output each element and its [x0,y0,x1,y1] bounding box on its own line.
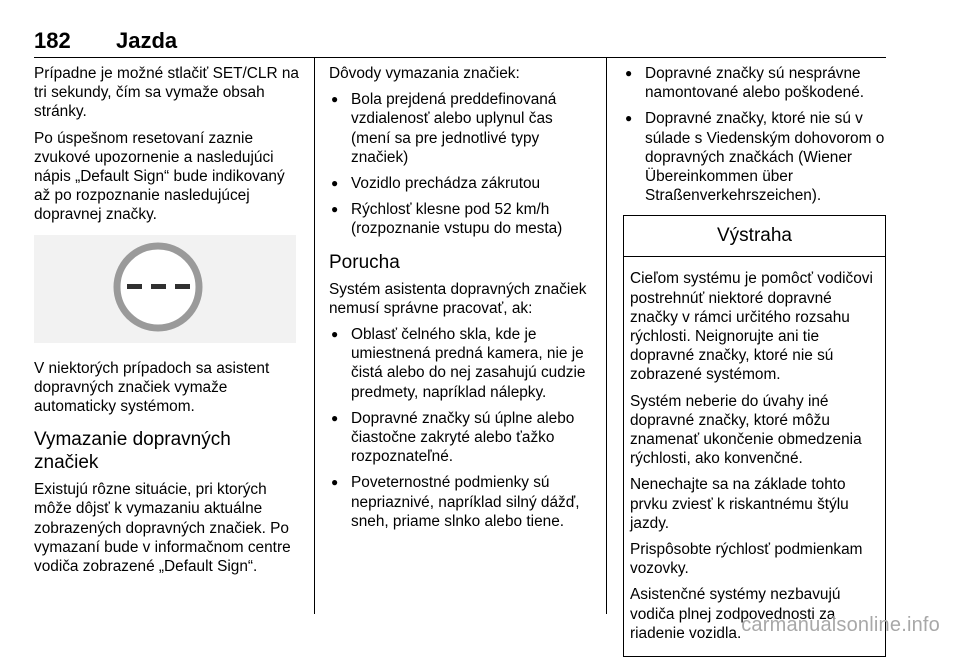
list-item: ● Dopravné značky, ktoré nie sú v súlade s Viedenským dohovorom o dopravných značkách (Wiener Übereinkommen über Straßenverkehrszeichen). [623,109,887,205]
page-header [34,30,886,54]
warning-paragraph: Asistenčné systémy nezbavujú vodiča plnej zodpovednosti za riadenie vozidla. [630,586,841,642]
warning-title: Výstraha [624,216,885,257]
default-sign-icon [34,235,296,343]
column-divider-right [606,58,607,614]
paragraph-situations: Existujú rôzne situácie, pri ktorých môže dôjsť k vymazaniu aktuálne zobrazených dopravných značiek. Po vymazaní bude v informačnom centre vodiča zobrazené „Default Sign“. [34,481,291,576]
warning-paragraph: Cieľom systému je pomôcť vodičovi postrehnúť niektoré dopravné značky v rámci určitého rozsahu rýchlosti. Neignorujte ani tie dopravné značky, ktoré nie sú zobrazené systémom. [630,270,873,384]
warning-body [624,257,885,656]
list-item: ● Rýchlosť klesne pod 52 km/h (rozpoznanie vstupu do mesta) [329,200,593,238]
paragraph-auto-clear: V niektorých prípadoch sa asistent dopravných značiek vymaže automaticky systémom. [34,359,270,416]
section-title: Jazda [116,28,178,53]
list-item: ● Poveternostné podmienky sú nepriaznivé, napríklad silný dážď, sneh, priame slnko alebo tiene. [329,473,593,531]
paragraph-malfunction: Systém asistenta dopravných značiek nemusí správne pracovať, ak: [329,280,587,317]
default-sign-image [34,235,296,343]
header-rule [34,57,886,58]
reasons-list [329,90,593,238]
list-item: ● Bola prejdená preddefinovaná vzdialenosť alebo uplynul čas (mení sa pre jednotlivé typy značiek) [329,90,593,167]
causes-list-continued [623,64,887,205]
warning-paragraph: Prispôsobte rýchlosť podmienkam vozovky. [630,541,863,578]
paragraph-reset: Po úspešnom resetovaní zaznie zvukové upozornenie a nasledujúci nápis „Default Sign“ bude indikovaný až po rozpoznanie nasledujúcej dopravnej značky. [34,129,285,224]
paragraph-set-clr: Prípadne je možné stlačiť SET/CLR na tri sekundy, čím sa vymaže obsah stránky. [34,65,299,121]
list-item: ● Dopravné značky sú nesprávne namontované alebo poškodené. [623,64,887,102]
reasons-intro: Dôvody vymazania značiek: [329,65,520,82]
warning-box [623,215,886,657]
column-middle [329,64,593,538]
list-item: ● Vozidlo prechádza zákrutou [329,174,593,193]
column-left [34,64,300,583]
warning-paragraph: Nenechajte sa na základe tohto prvku zviesť k riskantnému štýlu jazdy. [630,476,849,532]
heading-malfunction: Porucha [329,251,400,273]
watermark: carmanualsonline.info [741,614,940,636]
list-item: ● Dopravné značky sú úplne alebo čiastočne zakryté alebo ťažko rozpoznateľné. [329,409,593,467]
page-number: 182 [34,28,71,53]
heading-clearing: Vymazanie dopravných značiek [34,429,231,474]
column-right [623,64,887,657]
column-divider-left [314,58,315,614]
warning-paragraph: Systém neberie do úvahy iné dopravné značky, ktoré môžu znamenať ukončenie obmedzenia rýchlosti, ako konvenčné. [630,392,862,468]
causes-list [329,325,593,531]
list-item: ● Oblasť čelného skla, kde je umiestnená predná kamera, nie je čistá alebo do nej zasahujú cudzie predmety, napríklad nálepky. [329,325,593,402]
